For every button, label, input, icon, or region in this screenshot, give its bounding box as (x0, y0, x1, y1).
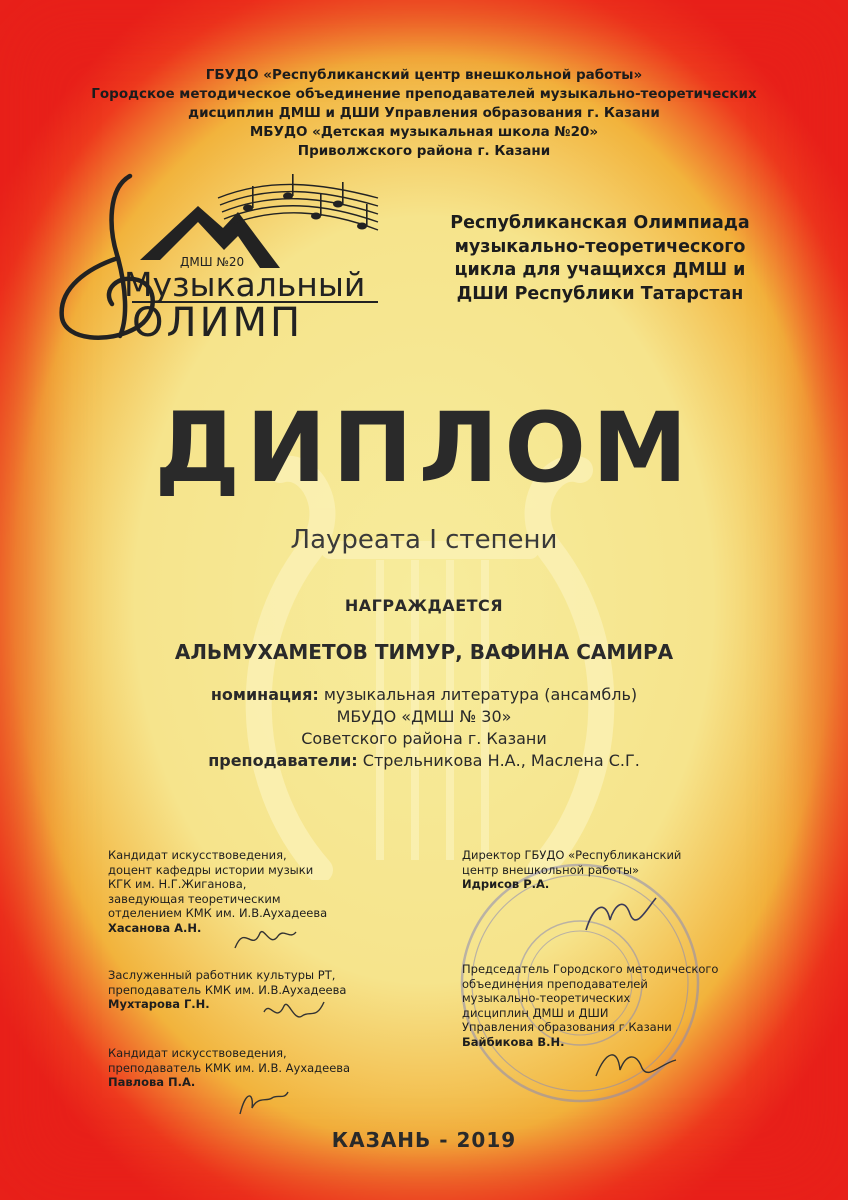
signature-khasanova (230, 918, 300, 958)
header-line: МБУДО «Детская музыкальная школа №20» (249, 124, 599, 140)
signatory-name: Байбикова В.Н. (462, 1034, 565, 1049)
signatory-line: преподаватель КМК им. И.В.Аухадеева (108, 982, 347, 997)
olympiad-line: Республиканская Олимпиада (450, 213, 750, 233)
signature-baibikova (590, 1040, 680, 1090)
signatory-line: Управления образования г.Казани (462, 1020, 672, 1034)
signatory-line: доцент кафедры истории музыки (108, 862, 314, 877)
laureate-names: АЛЬМУХАМЕТОВ ТИМУР, ВАФИНА САМИРА (174, 640, 674, 664)
signatory-line: дисциплин ДМШ и ДШИ (462, 1005, 609, 1020)
nomination-line (0, 684, 848, 706)
signatory-line: Кандидат искусствоведения, (108, 848, 287, 862)
awarded-label: НАГРАЖДАЕТСЯ (344, 596, 504, 615)
school-line2: Советского района г. Казани (301, 729, 547, 748)
signatory-line: преподаватель КМК им. И.В. Аухадеева (108, 1060, 351, 1075)
logo-school: ДМШ №20 (180, 255, 245, 269)
signatory-line: объединения преподавателей (462, 976, 648, 991)
teachers-value: Стрельникова Н.А., Маслена С.Г. (362, 751, 640, 770)
olympiad-line: ДШИ Республики Татарстан (456, 283, 744, 304)
signatory-line: отделением КМК им. И.В.Аухадеева (108, 906, 328, 920)
signatory-line: центр внешкольной работы» (462, 862, 640, 877)
header-line: Приволжского района г. Казани (297, 143, 551, 159)
signatory-name: Павлова П.А. (108, 1075, 196, 1089)
music-olympus-logo (48, 168, 388, 344)
signatory-line: Председатель Городского методического (462, 962, 719, 976)
signatory-line: Заслуженный работник культуры РТ, (108, 968, 336, 982)
logo-line1: Музыкальный (124, 265, 366, 304)
signatory-line: заведующая теоретическим (108, 891, 281, 906)
olympiad-title (410, 212, 790, 306)
signatory-name: Идрисов Р.А. (462, 877, 550, 891)
header-line: Городское методическое объединение преподавателей музыкально-теоретических (91, 86, 757, 102)
signatory-idrisov (462, 848, 681, 892)
signature-pavlova (232, 1080, 292, 1120)
diploma-degree: Лауреата I степени (290, 525, 558, 555)
signatory-pavlova (108, 1046, 350, 1090)
city-year: КАЗАНЬ - 2019 (331, 1128, 517, 1152)
organizers-header (40, 66, 808, 161)
header-line: ГБУДО «Республиканский центр внешкольной работы» (205, 67, 643, 83)
olympiad-line: музыкально-теоретического (454, 236, 746, 257)
signature-idrisov (580, 890, 660, 940)
signatory-line: Директор ГБУДО «Республиканский (462, 848, 682, 862)
teachers-line (0, 750, 848, 772)
signatory-line: музыкально-теоретических (462, 991, 631, 1005)
signatory-name: Хасанова А.Н. (108, 920, 202, 935)
school-line1: МБУДО «ДМШ № 30» (336, 707, 512, 726)
nomination-value: музыкальная литература (ансамбль) (323, 685, 638, 704)
logo-line2: ОЛИМП (132, 300, 304, 344)
award-details (0, 684, 848, 772)
teachers-label: преподаватели: (208, 751, 358, 770)
signatory-line: Кандидат искусствоведения, (108, 1046, 287, 1060)
signatory-line: КГК им. Н.Г.Жиганова, (108, 877, 247, 891)
signatory-name: Мухтарова Г.Н. (108, 997, 210, 1011)
signatory-baibikova (462, 962, 718, 1049)
nomination-label: номинация: (210, 685, 319, 704)
signature-mukhtarova (258, 992, 328, 1032)
diploma-title: ДИПЛОМ (154, 392, 694, 504)
olympiad-line: цикла для учащихся ДМШ и (454, 260, 746, 280)
header-line: дисциплин ДМШ и ДШИ Управления образования г. Казани (188, 105, 660, 121)
